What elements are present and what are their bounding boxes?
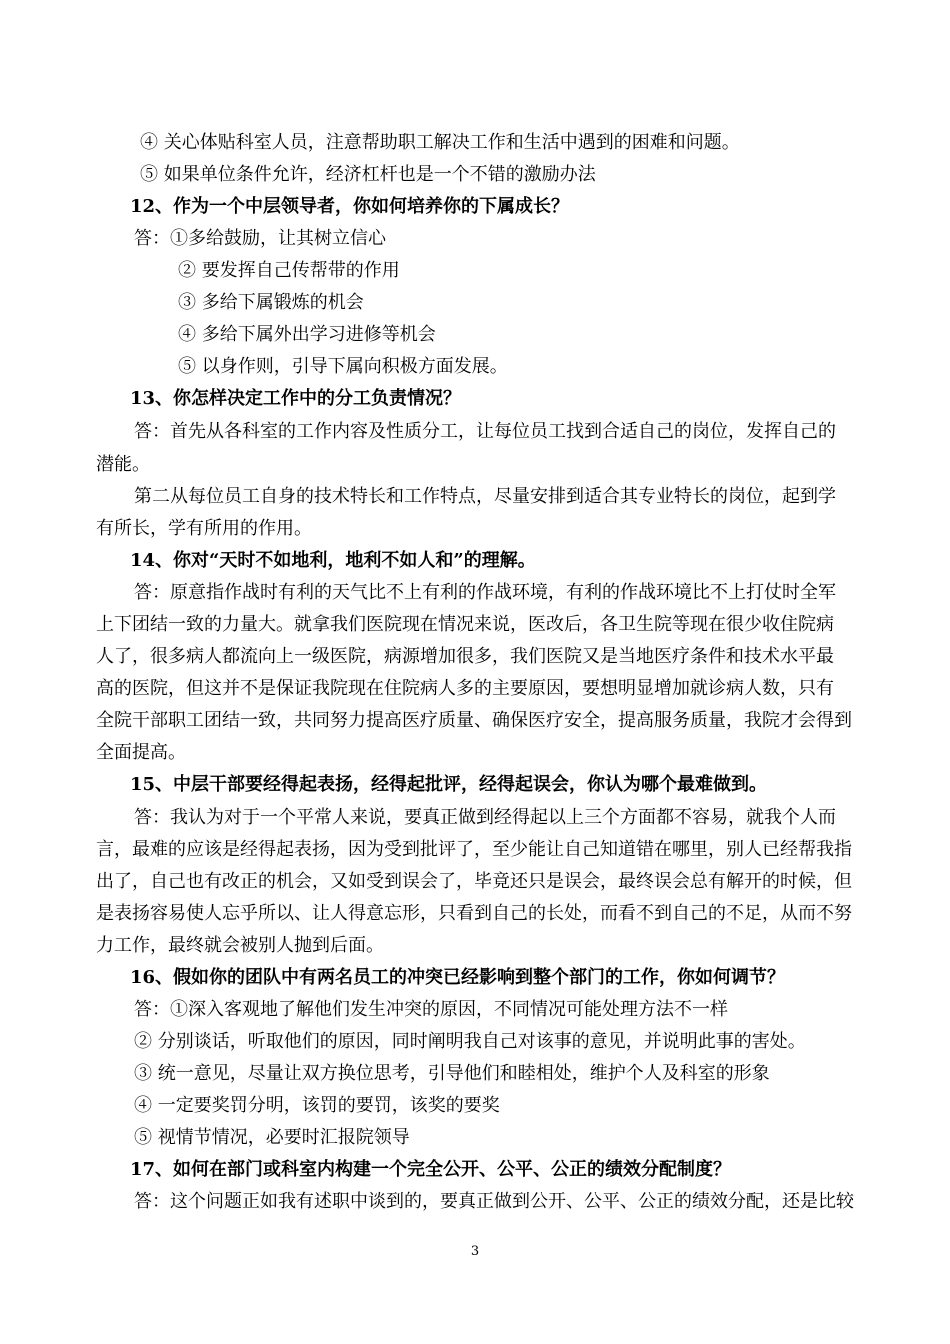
list-item: ④ 一定要奖罚分明，该罚的要罚，该奖的要奖 <box>134 1095 500 1116</box>
answer-text: 答：首先从各科室的工作内容及性质分工，让每位员工找到合适自己的岗位，发挥自己的 <box>134 421 836 442</box>
answer-text: 人了，很多病人都流向上一级医院，病源增加很多，我们医院又是当地医疗条件和技术水平最 <box>96 646 834 667</box>
answer-text: 答：我认为对于一个平常人来说，要真正做到经得起以上三个方面都不容易，就我个人而 <box>134 807 836 828</box>
answer-text: 高的医院，但这并不是保证我院现在住院病人多的主要原因，要想明显增加就诊病人数，只有 <box>96 678 834 699</box>
list-item: ⑤ 以身作则，引导下属向积极方面发展。 <box>178 356 508 377</box>
question-heading: 14、你对“天时不如地利，地利不如人和”的理解。 <box>130 550 536 571</box>
answer-text: 答：这个问题正如我有述职中谈到的，要真正做到公开、公平、公正的绩效分配，还是比较 <box>134 1191 854 1212</box>
question-heading: 13、你怎样决定工作中的分工负责情况？ <box>130 388 462 409</box>
list-item: ③ 统一意见，尽量让双方换位思考，引导他们和睦相处，维护个人及科室的形象 <box>134 1063 770 1084</box>
answer-text: 全面提高。 <box>96 742 186 763</box>
answer-text: 潜能。 <box>96 454 150 475</box>
question-heading: 12、作为一个中层领导者，你如何培养你的下属成长？ <box>130 196 570 217</box>
list-item: ⑤ 视情节情况，必要时汇报院领导 <box>134 1127 410 1148</box>
question-heading: 15、中层干部要经得起表扬，经得起批评，经得起误会，你认为哪个最难做到。 <box>130 774 768 795</box>
list-item: ③ 多给下属锻炼的机会 <box>178 292 364 313</box>
list-item: ⑤ 如果单位条件允许，经济杠杆也是一个不错的激励办法 <box>140 164 596 185</box>
answer-text: 出了，自己也有改正的机会，又如受到误会了，毕竟还只是误会，最终误会总有解开的时候，但 <box>96 871 852 892</box>
answer-text: 第二从每位员工自身的技术特长和工作特点，尽量安排到适合其专业特长的岗位，起到学 <box>134 486 836 507</box>
answer-text: 言，最难的应该是经得起表扬，因为受到批评了，至少能让自己知道错在哪里，别人已经帮我指 <box>96 839 852 860</box>
page-number: 3 <box>470 1244 480 1259</box>
answer-text: 力工作，最终就会被别人抛到后面。 <box>96 935 384 956</box>
answer-text: 有所长，学有所用的作用。 <box>96 518 312 539</box>
answer-text: 上下团结一致的力量大。就拿我们医院现在情况来说，医改后，各卫生院等现在很少收住院病 <box>96 614 834 635</box>
question-heading: 17、如何在部门或科室内构建一个完全公开、公平、公正的绩效分配制度？ <box>130 1159 732 1180</box>
list-item: ④ 多给下属外出学习进修等机会 <box>178 324 436 345</box>
answer-text: 全院干部职工团结一致，共同努力提高医疗质量、确保医疗安全，提高服务质量，我院才会得到 <box>96 710 852 731</box>
list-item: ② 要发挥自己传帮带的作用 <box>178 260 400 281</box>
answer-text: 是表扬容易使人忘乎所以、让人得意忘形，只看到自己的长处，而看不到自己的不足，从而不努 <box>96 903 852 924</box>
answer-text: 答：①多给鼓励，让其树立信心 <box>134 228 386 249</box>
list-item: ④ 关心体贴科室人员，注意帮助职工解决工作和生活中遇到的困难和问题。 <box>140 132 740 153</box>
list-item: ② 分别谈话，听取他们的原因，同时阐明我自己对该事的意见，并说明此事的害处。 <box>134 1031 806 1052</box>
question-heading: 16、假如你的团队中有两名员工的冲突已经影响到整个部门的工作，你如何调节？ <box>130 967 786 988</box>
answer-text: 答：①深入客观地了解他们发生冲突的原因，不同情况可能处理方法不一样 <box>134 999 728 1020</box>
answer-text: 答：原意指作战时有利的天气比不上有利的作战环境，有利的作战环境比不上打仗时全军 <box>134 582 836 603</box>
